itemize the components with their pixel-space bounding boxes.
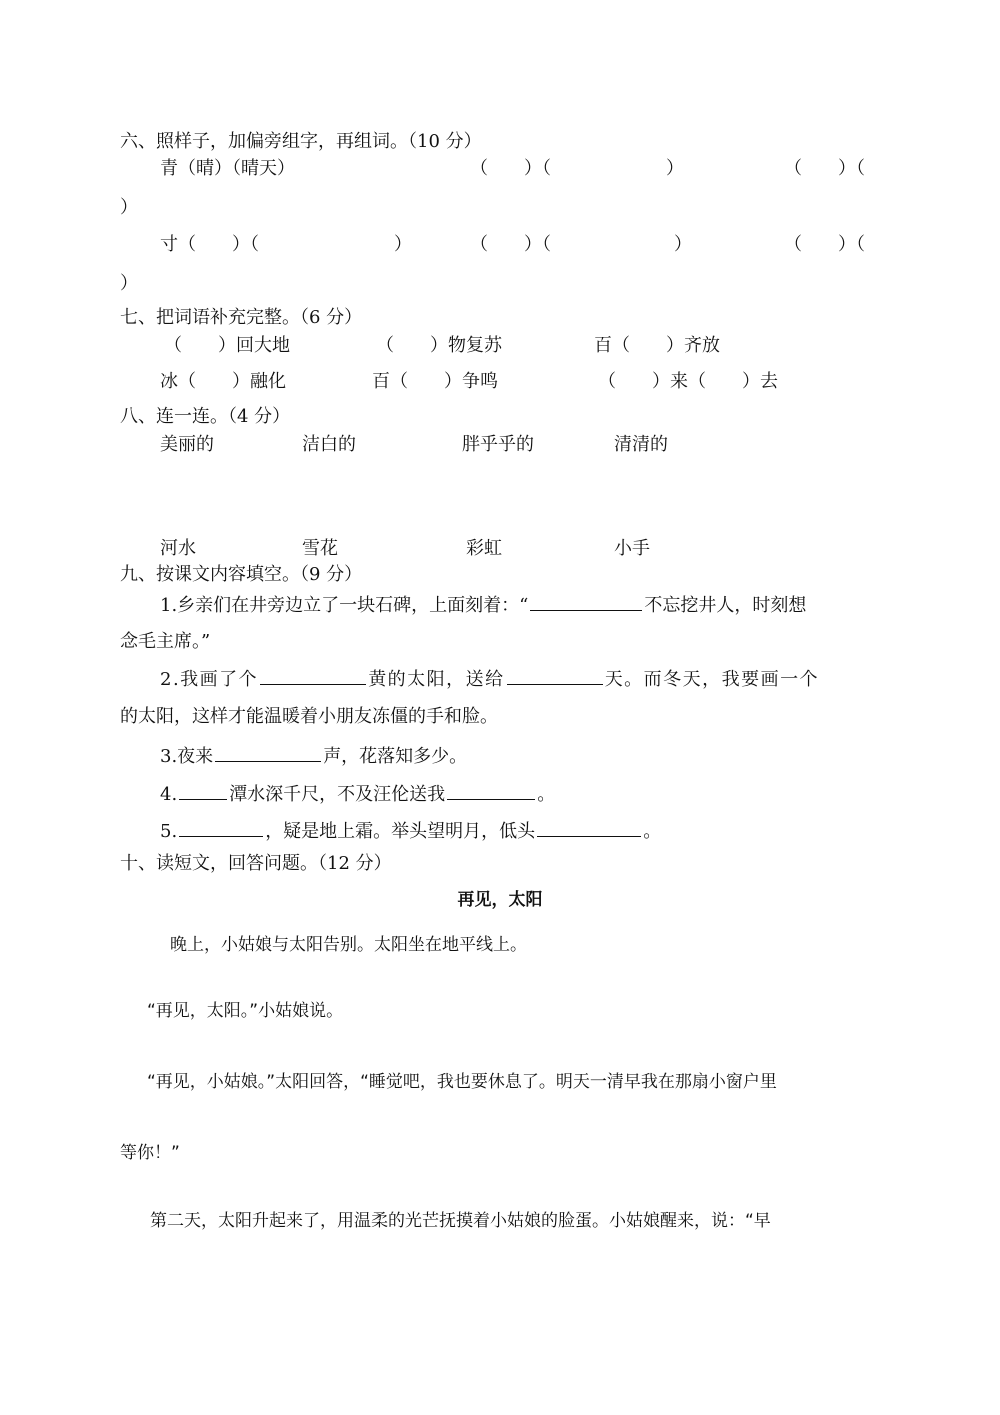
match-top-item[interactable]: 清清的 xyxy=(614,434,668,455)
fill-question-5 xyxy=(160,816,661,844)
fill-question-4 xyxy=(160,779,555,807)
match-top-item[interactable]: 美丽的 xyxy=(160,434,214,455)
char-cun: 寸（ ）（ xyxy=(160,234,259,255)
idiom-item: 百（ ）齐放 xyxy=(594,335,720,356)
fill-question-2 xyxy=(160,664,819,692)
passage-title: 再见，太阳 xyxy=(457,890,543,910)
passage-paragraph-2: “再见，太阳。”小姑娘说。 xyxy=(147,1001,344,1021)
passage-paragraph-3: “再见，小姑娘。”太阳回答，“睡觉吧，我也要休息了。明天一清早我在那扇小窗户里 xyxy=(147,1072,777,1092)
blank-pair: （ ）（ xyxy=(470,158,551,179)
section-10-heading: 十、读短文，回答问题。（12 分） xyxy=(120,853,392,874)
q3-text-b: 声，花落知多少。 xyxy=(323,746,468,767)
blank-close: ） xyxy=(120,273,138,294)
q1-continuation: 念毛主席。” xyxy=(120,631,211,652)
idiom-item: 冰（ ）融化 xyxy=(160,371,286,392)
section-7-heading: 七、把词语补充完整。（6 分） xyxy=(120,307,363,328)
answer-blank[interactable] xyxy=(447,779,535,800)
q2-text-b: 黄的太阳，送给 xyxy=(368,669,505,690)
match-top-item[interactable]: 胖乎乎的 xyxy=(462,434,534,455)
blank-pair: （ ）（ xyxy=(470,234,551,255)
match-top-item[interactable]: 洁白的 xyxy=(302,434,356,455)
blank-close: ） xyxy=(674,234,692,255)
idiom-item: （ ）来（ ）去 xyxy=(598,371,778,392)
q2-continuation: 的太阳，这样才能温暖着小朋友冻僵的手和脸。 xyxy=(120,706,498,727)
blank-close: ） xyxy=(666,158,684,179)
blank-close: ） xyxy=(120,197,138,218)
q5-text-b: ，疑是地上霜。举头望明月，低头 xyxy=(265,821,536,842)
passage-paragraph-3-cont: 等你！” xyxy=(120,1143,180,1163)
match-bottom-item[interactable]: 雪花 xyxy=(302,538,338,559)
answer-blank[interactable] xyxy=(260,664,366,685)
fill-question-3 xyxy=(160,741,467,769)
idiom-item: （ ）物复苏 xyxy=(376,335,502,356)
q1-text-a: 1.乡亲们在井旁边立了一块石碑，上面刻着：“ xyxy=(160,595,529,616)
q4-text-a: 4. xyxy=(160,784,178,805)
q1-text-b: 不忘挖井人，时刻想 xyxy=(644,595,807,616)
answer-blank[interactable] xyxy=(179,816,263,837)
idiom-item: 百（ ）争鸣 xyxy=(372,371,498,392)
passage-paragraph-4: 第二天，太阳升起来了，用温柔的光芒抚摸着小姑娘的脸蛋。小姑娘醒来，说：“早 xyxy=(150,1211,771,1231)
blank-pair: （ ）（ xyxy=(784,234,865,255)
answer-blank[interactable] xyxy=(179,779,227,800)
q3-text-a: 3.夜来 xyxy=(160,746,214,767)
q4-text-c: 。 xyxy=(537,784,556,805)
answer-blank[interactable] xyxy=(530,590,642,611)
match-bottom-item[interactable]: 河水 xyxy=(160,538,196,559)
example-qing: 青（晴）（晴天） xyxy=(160,158,295,179)
fill-question-1 xyxy=(160,590,806,618)
section-8-heading: 八、连一连。（4 分） xyxy=(120,406,291,427)
answer-blank[interactable] xyxy=(537,816,641,837)
q5-text-a: 5. xyxy=(160,821,178,842)
blank-close: ） xyxy=(394,234,412,255)
section-9-heading: 九、按课文内容填空。（9 分） xyxy=(120,564,363,585)
q2-text-a: 2.我画了个 xyxy=(160,669,259,690)
passage-paragraph-1: 晚上，小姑娘与太阳告别。太阳坐在地平线上。 xyxy=(170,935,527,955)
q5-text-c: 。 xyxy=(643,821,662,842)
q2-text-c: 天。而冬天，我要画一个 xyxy=(604,669,820,690)
section-6-heading: 六、照样子，加偏旁组字，再组词。（10 分） xyxy=(120,131,482,152)
q4-text-b: 潭水深千尺，不及汪伦送我 xyxy=(229,784,446,805)
match-bottom-item[interactable]: 小手 xyxy=(614,538,650,559)
idiom-item: （ ）回大地 xyxy=(164,335,290,356)
answer-blank[interactable] xyxy=(215,741,321,762)
blank-pair: （ ）（ xyxy=(784,158,865,179)
answer-blank[interactable] xyxy=(507,664,603,685)
match-bottom-item[interactable]: 彩虹 xyxy=(466,538,502,559)
